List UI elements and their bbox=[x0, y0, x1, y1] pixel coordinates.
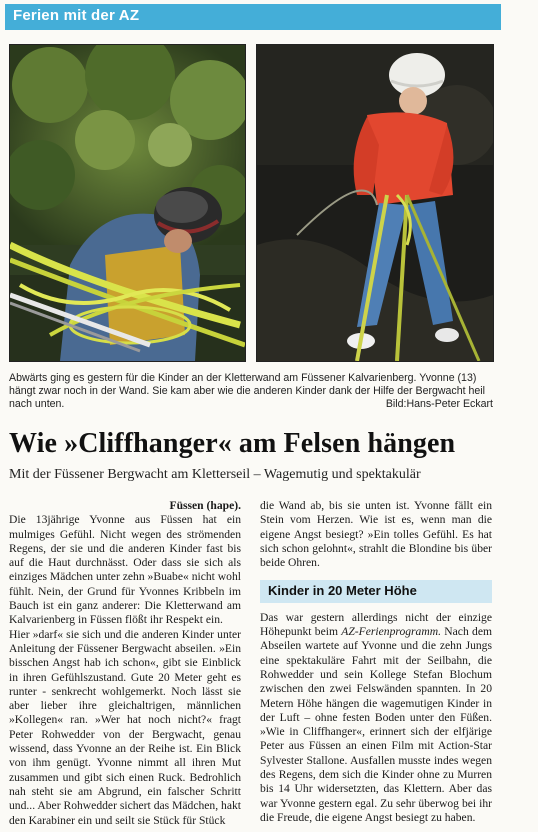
article-paragraph-2-continued: die Wand ab, bis sie unten ist. Yvonne fällt ein Stein vom Herzen. Wie ist es, wenn man die eigene Angst besiegt? »Ein tolles Gefühl. Es hat sich schon gelohnt«, strahlt die Blondine bis über beide Ohren. bbox=[260, 499, 492, 570]
rubric-title: Ferien mit der AZ bbox=[13, 7, 140, 24]
photo-yvonne-abseiling-image bbox=[257, 45, 493, 361]
photo-climber-helmet-image bbox=[10, 45, 245, 361]
rubric-banner bbox=[5, 4, 501, 30]
article-dateline: Füssen (hape). bbox=[169, 499, 241, 512]
article-paragraph-2: Hier »darf« sie sich und die anderen Kinder unter Anleitung der Füssener Bergwacht abseilen. »Ein bisschen Angst hab ich schon«, gibt sie Einblick in ihren Gefühlszustand. Gute 20 Meter geht es runter - senkrecht wohlgemerkt. Noch lässt sie aber lieber ihre gleichaltrigen, männlichen »Kollegen« ran. »Wer hat noch nicht?« fragt Peter Rohwedder von der Bergwacht, genau wissend, dass Yvonne an der Reihe ist. Ein Blick von ihm genügt. Yvonne nimmt all ihren Mut zusammen und gibt sich einen Ruck. Bedrohlich nah steht sie am Abgrund, ein falscher Schritt und... Aber Rohwedder sichert das Mädchen, hakt den Karabiner ein und seilt sie Stück für Stück bbox=[9, 627, 241, 827]
article-paragraph-3-rest: Nach dem Abseilen wartete auf Yvonne und die zehn Jungs eine spektakuläre Fahrt mit der Seilbahn, die Rohwedder und sein Kollege Stefan Blochum zwischen den zwei Felswänden spannten. In 20 Metern Höhe hängen die wagemutigen Kinder in der Luft – ohne festen Boden unter den Füßen. »Wie in Cliffhanger«, erinnert sich der elfjärige Peter aus Füssen an einen Film mit Action-Star Sylvester Stallone. Ausfallen musste indes wegen des Regens, dem sich die Kinder ohne zu Murren bis 14 Uhr widersetzten, das Klettern. Aber das war Yvonne gestern egal. Zu sehr überwog bei ihr die Freude, die eigene Angst besiegt zu haben. bbox=[260, 625, 492, 824]
article-paragraph-1: Die 13jährige Yvonne aus Füssen hat ein mulmiges Gefühl. Nicht wegen des strömenden Regens, der sie und die anderen Kinder fast bis auf die Haut durchnässt. Oder dass sie sich als einziges Mädchen unter zehn »Buabe« nicht wohl fühlt. Nein, der Grund für Yvonnes Kribbeln im Bauch ist ein ganz anderer: Die Kletterwand am Kalvarienberg in Füssen flößt ihr Respekt ein. bbox=[9, 513, 241, 627]
article-column-right bbox=[260, 499, 492, 825]
article-paragraph-3 bbox=[260, 611, 492, 825]
article-paragraph-3-start: Das war gestern allerdings nicht der einzige Höhepunkt beim bbox=[260, 610, 492, 639]
section-heading: Kinder in 20 Meter Höhe bbox=[260, 580, 492, 602]
caption-text: Abwärts ging es gestern für die Kinder an der Kletterwand am Füssener Kalvarienberg. Yvonne (13) hängt zwar noch in der Wand. Sie kam aber wie die anderen Kinder dank der Hilfe der Bergwacht heil nach unten. bbox=[9, 372, 485, 410]
photo-yvonne-abseiling bbox=[256, 44, 494, 362]
photo-credit: Bild:Hans-Peter Eckart bbox=[385, 398, 493, 410]
photo-climber-helmet bbox=[9, 44, 246, 362]
photo-caption bbox=[9, 372, 493, 411]
article-column-left bbox=[9, 499, 241, 828]
article-subheadline: Mit der Füssener Bergwacht am Kletterseil – Wagemutig und spektakulär bbox=[9, 467, 421, 482]
program-name: AZ-Ferienprogramm. bbox=[341, 625, 441, 639]
article-headline: Wie »Cliffhanger« am Felsen hängen bbox=[9, 428, 456, 459]
